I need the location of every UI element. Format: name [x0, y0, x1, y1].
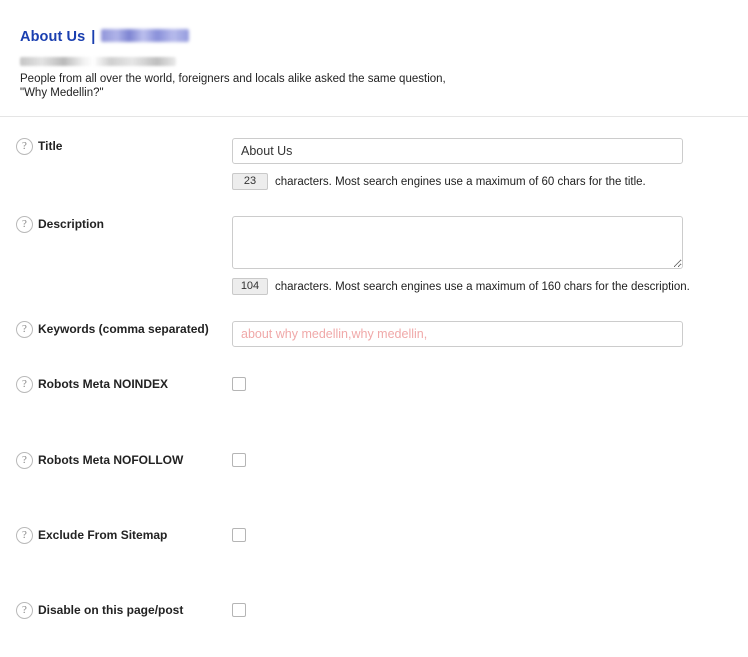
disable-page-field-col [232, 602, 748, 617]
field-row-description [0, 216, 748, 295]
field-row-disable-page [0, 602, 748, 619]
description-label: Description [38, 217, 105, 231]
nofollow-field-col [232, 452, 748, 467]
keywords-label-col [0, 321, 232, 338]
noindex-label-col [0, 376, 232, 393]
disable-page-label: Disable on this page/post [38, 603, 184, 617]
keywords-field-col [232, 321, 748, 347]
title-counter-row [232, 173, 730, 190]
seo-form [0, 138, 748, 619]
field-row-exclude-sitemap [0, 527, 748, 544]
help-icon-noindex[interactable]: ? [16, 376, 33, 393]
field-row-title [0, 138, 748, 190]
search-snippet-preview [0, 10, 748, 117]
keywords-label: Keywords (comma separated) [38, 322, 209, 336]
nofollow-label: Robots Meta NOFOLLOW [38, 453, 184, 467]
help-icon-description[interactable]: ? [16, 216, 33, 233]
title-label-col [0, 138, 232, 155]
snippet-title: About Us [20, 29, 86, 45]
description-counter-row [232, 278, 730, 295]
exclude-sitemap-checkbox[interactable] [232, 528, 246, 542]
nofollow-label-col [0, 452, 232, 469]
noindex-label: Robots Meta NOINDEX [38, 377, 169, 391]
help-icon-disable-page[interactable]: ? [16, 602, 33, 619]
top-spacer [0, 0, 748, 10]
title-input[interactable] [232, 138, 683, 164]
field-row-nofollow [0, 452, 748, 469]
snippet-title-row [20, 28, 748, 45]
keywords-input[interactable] [232, 321, 683, 347]
title-character-count: 23 [232, 173, 268, 190]
disable-page-checkbox[interactable] [232, 603, 246, 617]
exclude-sitemap-label-col [0, 527, 232, 544]
snippet-title-separator: | [91, 29, 96, 45]
help-icon-nofollow[interactable]: ? [16, 452, 33, 469]
nofollow-checkbox[interactable] [232, 453, 246, 467]
help-icon-keywords[interactable]: ? [16, 321, 33, 338]
description-label-col [0, 216, 232, 233]
noindex-field-col [232, 376, 748, 391]
exclude-sitemap-field-col [232, 527, 748, 542]
help-icon-title[interactable]: ? [16, 138, 33, 155]
snippet-description: People from all over the world, foreigners and locals alike asked the same question, "Why Medellin?" [20, 73, 446, 99]
help-icon-exclude-sitemap[interactable]: ? [16, 527, 33, 544]
title-counter-text: characters. Most search engines use a maximum of 60 chars for the title. [275, 175, 646, 188]
snippet-url-redacted [20, 57, 176, 66]
disable-page-label-col [0, 602, 232, 619]
description-character-count: 104 [232, 278, 268, 295]
noindex-checkbox[interactable] [232, 377, 246, 391]
field-row-noindex [0, 376, 748, 393]
field-row-keywords [0, 321, 748, 347]
description-field-col [232, 216, 748, 295]
exclude-sitemap-label: Exclude From Sitemap [38, 528, 168, 542]
title-field-col [232, 138, 748, 190]
description-textarea[interactable] [232, 216, 683, 269]
description-counter-text: characters. Most search engines use a maximum of 160 chars for the description. [275, 280, 690, 293]
title-label: Title [38, 139, 63, 153]
snippet-site-name-redacted [101, 29, 189, 42]
